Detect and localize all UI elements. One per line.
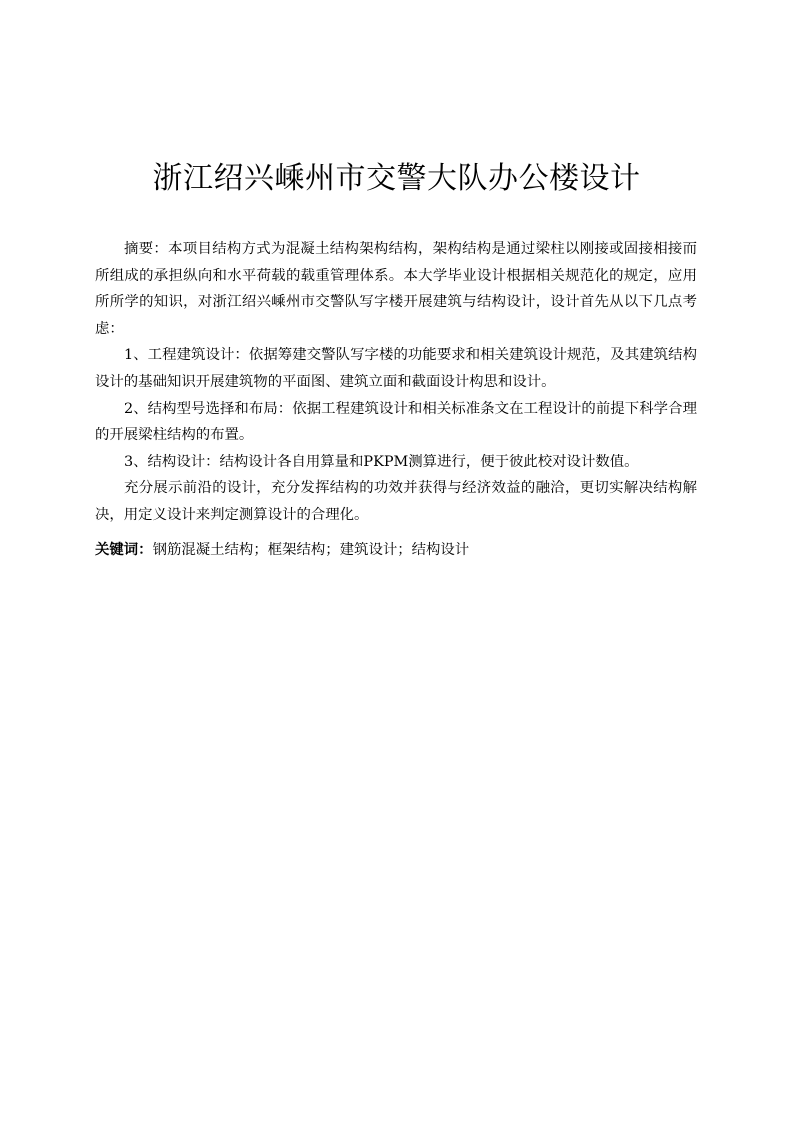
- abstract-body: [95, 236, 697, 563]
- abstract-paragraph: [95, 236, 697, 342]
- keywords-text: 钢筋混凝土结构；框架结构；建筑设计；结构设计: [152, 541, 470, 558]
- point-paragraph-1: 1、工程建筑设计：依据筹建交警队写字楼的功能要求和相关建筑设计规范，及其建筑结构设计的基础知识开展建筑物的平面图、建筑立面和截面设计构思和设计。: [95, 347, 697, 390]
- document-title: 浙江绍兴嵊州市交警大队办公楼设计: [152, 161, 641, 196]
- point-paragraph-2: 2、结构型号选择和布局：依据工程建筑设计和相关标准条文在工程设计的前提下科学合理的开展梁柱结构的布置。: [95, 400, 697, 444]
- keywords-label: 关键词：: [95, 541, 153, 558]
- point-paragraph-3: 3、结构设计：结构设计各自用算量和PKPM测算进行，便于彼此校对设计数值。: [124, 453, 639, 470]
- keywords-line: [95, 537, 697, 564]
- abstract-label: 摘要：: [124, 241, 169, 257]
- closing-paragraph: 充分展示前沿的设计，充分发挥结构的功效并获得与经济效益的融洽，更切实解决结构解决，用定义设计来判定测算设计的合理化。: [95, 480, 697, 523]
- abstract-text: 本项目结构方式为混凝土结构架构结构，架构结构是通过梁柱以刚接或固接相接而所组成的承担纵向和水平荷载的载重管理体系。本大学毕业设计根据相关规范化的规定，应用所所学的知识，对浙江绍兴嵊州市交警队写字楼开展建筑与结构设计，设计首先从以下几点考虑：: [95, 241, 697, 337]
